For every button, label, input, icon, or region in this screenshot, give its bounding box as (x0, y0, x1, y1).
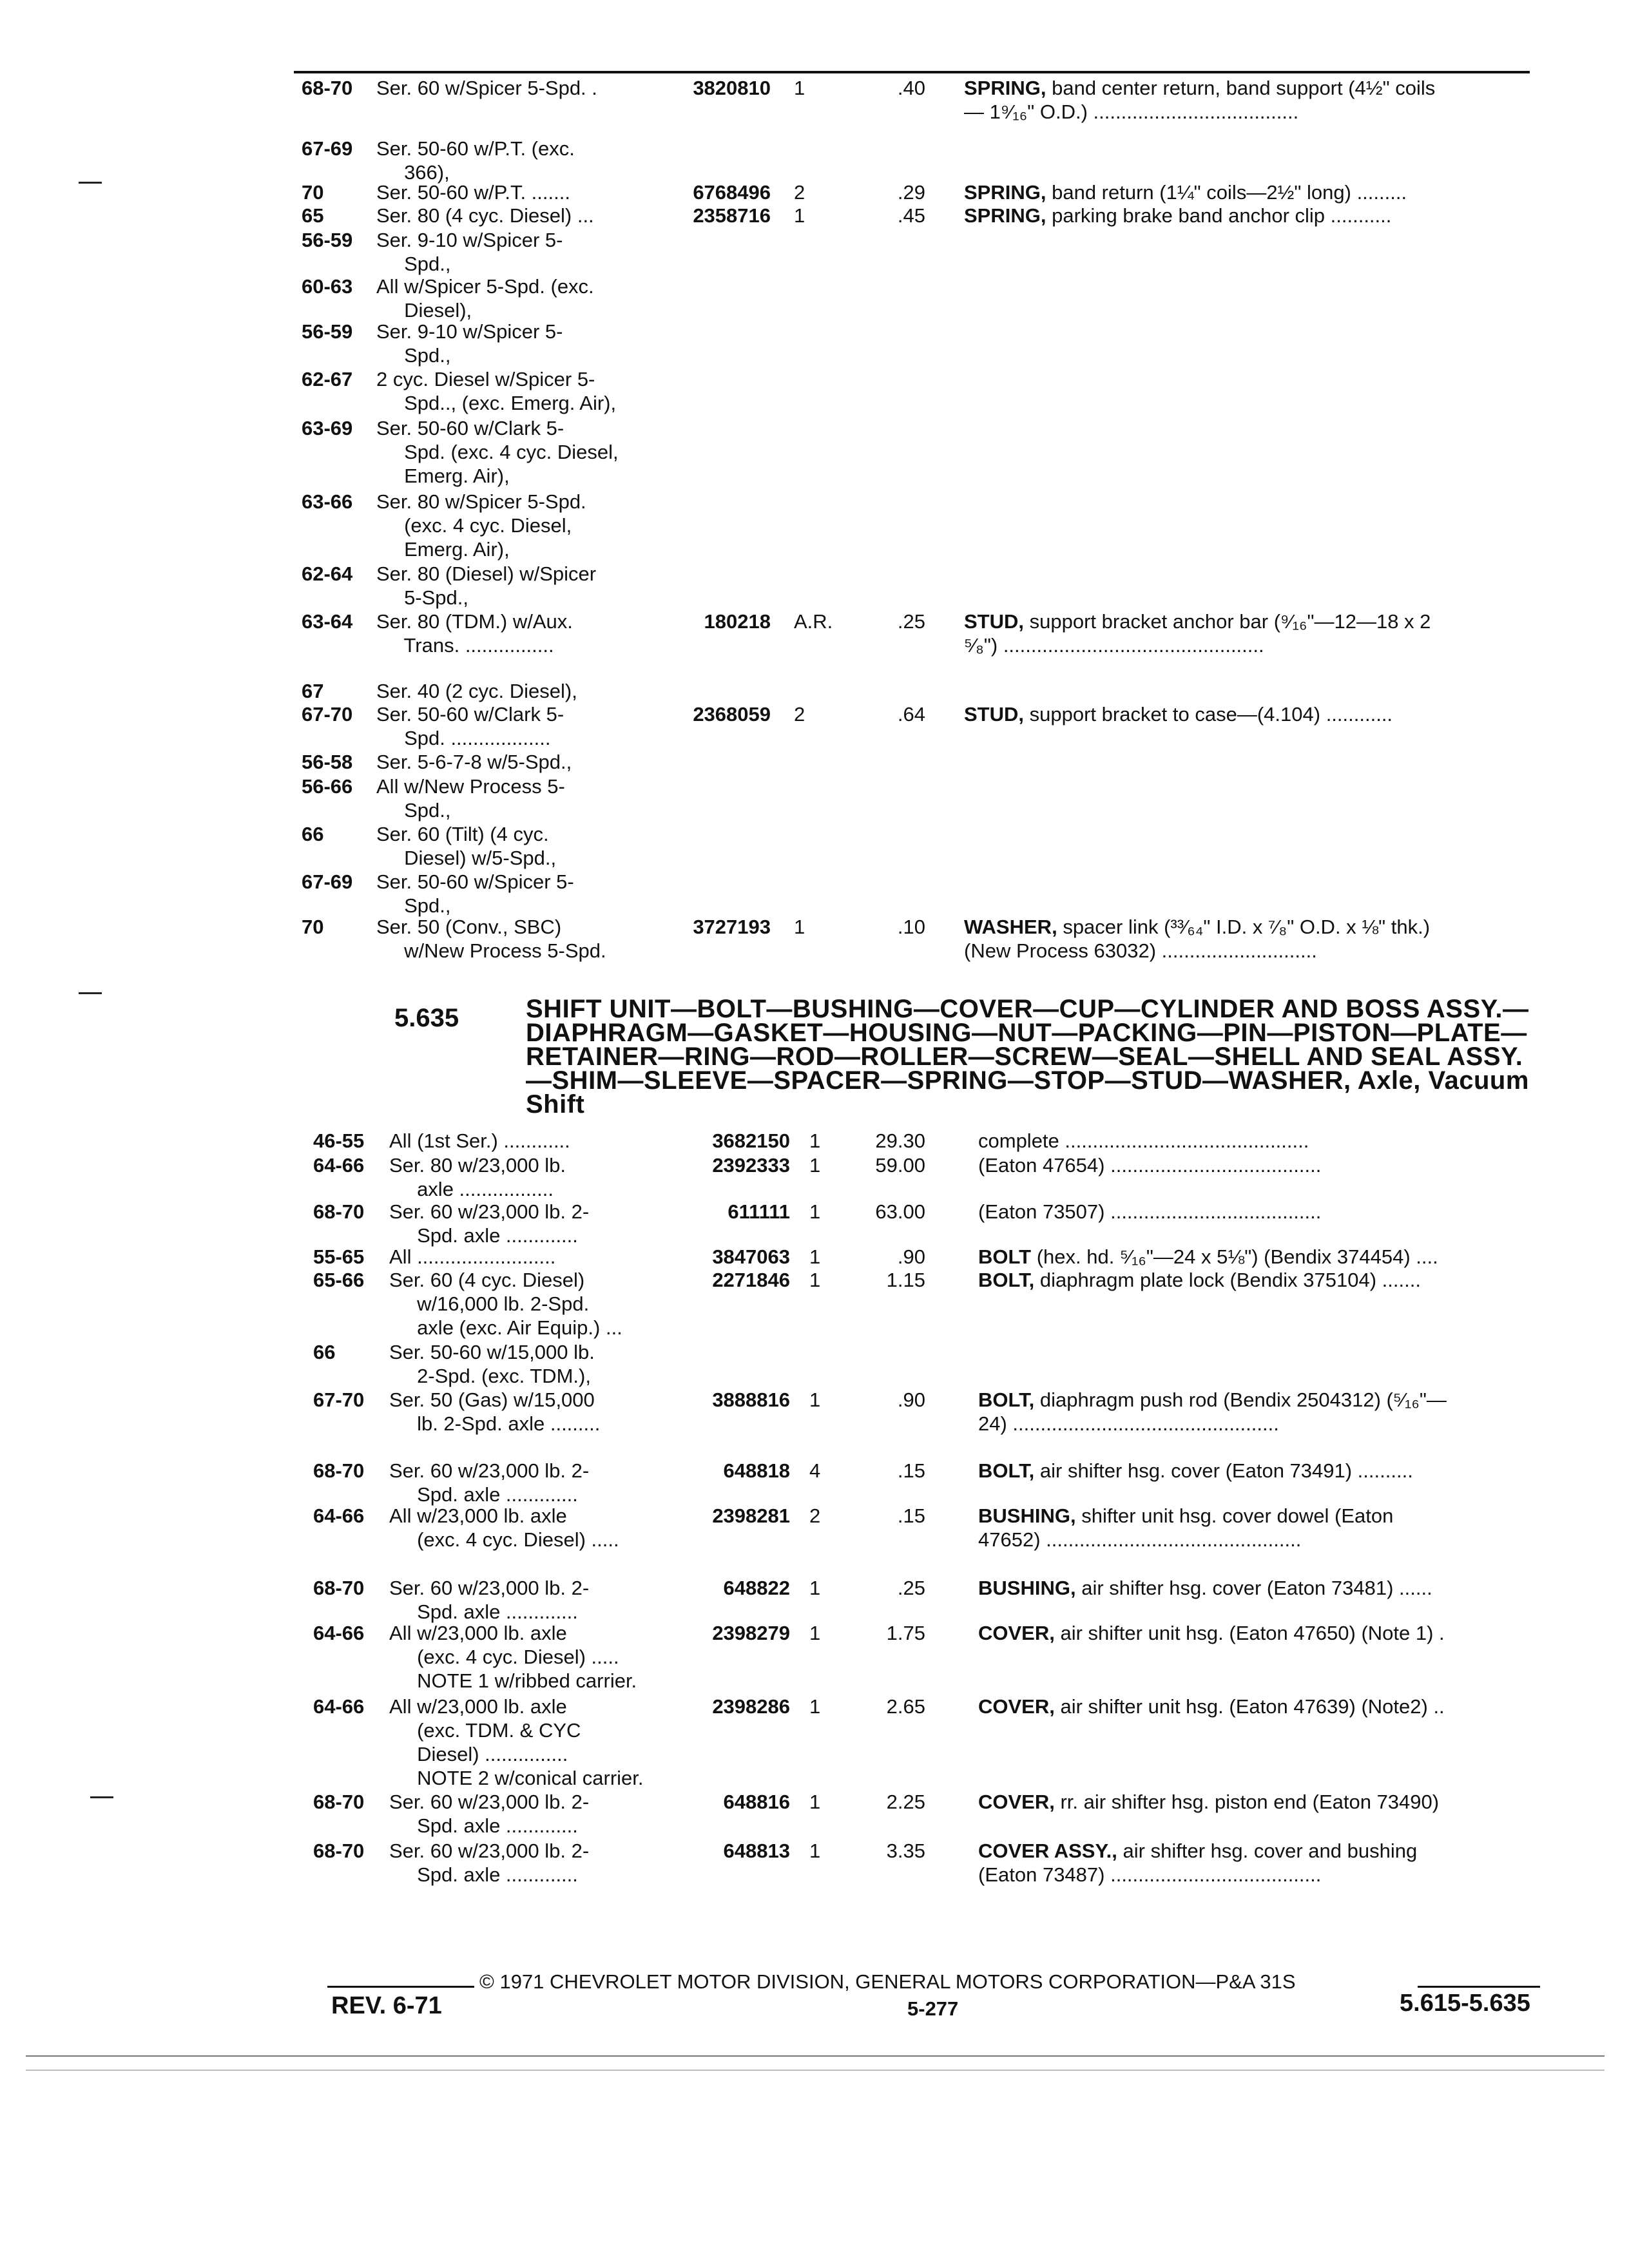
part-number: 2271846 (712, 1269, 790, 1291)
price: 2.65 (886, 1695, 925, 1718)
part-number: 2392333 (712, 1154, 790, 1177)
quantity: 1 (809, 1577, 821, 1599)
application: Ser. 50-60 w/Clark 5- Spd. .................. (376, 703, 564, 749)
application: Ser. 60 w/23,000 lb. 2- Spd. axle ............. (389, 1791, 590, 1837)
part-description (978, 1388, 1447, 1436)
part-name: BOLT (978, 1245, 1032, 1268)
part-detail: complete ............................................ (978, 1129, 1309, 1152)
year-range: 70 (302, 916, 324, 938)
application: All ......................... (389, 1245, 556, 1268)
year-range: 68-70 (313, 1200, 365, 1223)
year-range: 65-66 (313, 1269, 365, 1291)
part-name: SPRING, (964, 181, 1046, 204)
part-number: 648813 (723, 1840, 790, 1862)
quantity: 1 (809, 1622, 821, 1644)
application: Ser. 80 w/23,000 lb. axle ................. (389, 1154, 566, 1200)
part-detail: air shifter hsg. cover (Eaton 73491) .......... (1039, 1459, 1413, 1482)
application: All w/Spicer 5-Spd. (exc. Diesel), (376, 275, 594, 322)
quantity: 4 (809, 1459, 821, 1482)
application: 2 cyc. Diesel w/Spicer 5- Spd.., (exc. Emerg. Air), (376, 368, 617, 414)
application: Ser. 50-60 w/P.T. (exc. 366), (376, 137, 575, 184)
year-range: 63-69 (302, 417, 353, 439)
quantity: 1 (809, 1389, 821, 1411)
margin-mark (79, 992, 102, 994)
year-range: 64-66 (313, 1504, 365, 1527)
application: Ser. 50-60 w/Clark 5- Spd. (exc. 4 cyc. Diesel, Emerg. Air), (376, 417, 619, 487)
year-range: 55-65 (313, 1245, 365, 1268)
part-name: BOLT, (978, 1389, 1035, 1411)
price: 1.75 (886, 1622, 925, 1644)
price: .15 (897, 1459, 925, 1482)
part-number: 648816 (723, 1791, 790, 1813)
application: Ser. 60 w/23,000 lb. 2- Spd. axle ............. (389, 1459, 590, 1506)
year-range: 56-66 (302, 775, 353, 798)
year-range: 62-67 (302, 368, 353, 390)
part-detail: air shifter hsg. cover and bushing (Eaton 73487) ...................................... (978, 1840, 1418, 1886)
part-detail: (Eaton 47654) ...................................... (978, 1154, 1322, 1177)
price: .90 (897, 1245, 925, 1268)
year-range: 64-66 (313, 1622, 365, 1644)
application: Ser. 80 (4 cyc. Diesel) ... (376, 204, 594, 227)
application: Ser. 50 (Gas) w/15,000 lb. 2-Spd. axle ......... (389, 1389, 601, 1435)
footer-rule-right (1418, 1986, 1540, 1988)
part-detail: parking brake band anchor clip ........... (1052, 204, 1392, 227)
quantity: 1 (809, 1129, 821, 1152)
part-name: COVER, (978, 1695, 1055, 1718)
part-detail: band center return, band support (4½" coils — 1⁹⁄₁₆" O.D.) ..................................... (964, 77, 1436, 123)
year-range: 67 (302, 680, 324, 702)
part-name: BOLT, (978, 1269, 1035, 1291)
application: Ser. 5-6-7-8 w/5-Spd., (376, 751, 572, 773)
part-number: 3727193 (693, 916, 771, 938)
application: Ser. 60 w/Spicer 5-Spd. . (376, 77, 597, 99)
part-description (978, 1129, 1309, 1153)
quantity: 2 (794, 181, 805, 204)
quantity: 1 (794, 77, 805, 99)
part-number: 2398286 (712, 1695, 790, 1718)
part-name: BUSHING, (978, 1577, 1076, 1599)
part-number: 648822 (723, 1577, 790, 1599)
part-number: 3682150 (712, 1129, 790, 1152)
quantity: 1 (794, 916, 805, 938)
application: Ser. 50-60 w/15,000 lb. 2-Spd. (exc. TDM.), (389, 1341, 595, 1387)
price: 63.00 (875, 1200, 925, 1223)
year-range: 67-69 (302, 137, 353, 160)
year-range: 67-69 (302, 870, 353, 893)
margin-mark (90, 1796, 113, 1798)
price: 59.00 (875, 1154, 925, 1177)
quantity: 1 (809, 1154, 821, 1177)
part-detail: diaphragm plate lock (Bendix 375104) ....... (1039, 1269, 1421, 1291)
part-detail: air shifter unit hsg. (Eaton 47650) (Note 1) . (1060, 1622, 1445, 1644)
price: .15 (897, 1504, 925, 1527)
part-description (978, 1621, 1445, 1645)
part-name: SPRING, (964, 204, 1046, 227)
margin-mark (79, 182, 102, 184)
year-range: 56-59 (302, 320, 353, 343)
part-description (978, 1695, 1445, 1718)
year-range: 56-59 (302, 229, 353, 251)
part-number: 6768496 (693, 181, 771, 204)
part-name: COVER ASSY., (978, 1840, 1117, 1862)
section-title: SHIFT UNIT—BOLT—BUSHING—COVER—CUP—CYLINDER AND BOSS ASSY.—DIAPHRAGM—GASKET—HOUSING—NUT—PACKING—PIN—PISTON—PLATE—RETAINER—RING—ROD—ROLLER—SCREW—SEAL—SHELL AND SEAL ASSY.—SHIM—SLEEVE—SPACER—SPRING—STOP—STUD—WASHER, Axle, Vacuum Shift (526, 995, 1529, 1119)
part-name: BOLT, (978, 1459, 1035, 1482)
part-detail: rr. air shifter hsg. piston end (Eaton 73490) (1060, 1791, 1440, 1813)
part-number: 3888816 (712, 1389, 790, 1411)
quantity: 1 (809, 1269, 821, 1291)
part-detail: support bracket anchor bar (⁹⁄₁₆"—12—18 x 2 ⁵⁄₈") ............................................... (964, 610, 1431, 657)
part-description (978, 1268, 1421, 1292)
price: 1.15 (886, 1269, 925, 1291)
part-detail: spacer link (³³⁄₆₄" I.D. x ⁷⁄₈" O.D. x ⅛" thk.) (New Process 63032) ............................ (964, 916, 1431, 962)
part-name: WASHER, (964, 916, 1057, 938)
year-range: 66 (302, 823, 324, 845)
application: Ser. 40 (2 cyc. Diesel), (376, 680, 577, 702)
part-description (978, 1504, 1393, 1552)
part-description (978, 1790, 1439, 1814)
year-range: 70 (302, 181, 324, 204)
application: Ser. 50 (Conv., SBC) w/New Process 5-Spd. (376, 916, 606, 962)
application: Ser. 50-60 w/Spicer 5- Spd., (376, 870, 574, 917)
application: Ser. 80 w/Spicer 5-Spd. (exc. 4 cyc. Diesel, Emerg. Air), (376, 490, 586, 561)
year-range: 64-66 (313, 1154, 365, 1177)
part-description (978, 1245, 1438, 1269)
copyright-line: © 1971 CHEVROLET MOTOR DIVISION, GENERAL MOTORS CORPORATION—P&A 31S (479, 1970, 1296, 1993)
application: All (1st Ser.) ............ (389, 1129, 570, 1152)
section-number: 5.635 (394, 1004, 459, 1032)
part-number: 2358716 (693, 204, 771, 227)
part-description (964, 180, 1407, 204)
year-range: 65 (302, 204, 324, 227)
application: Ser. 60 w/23,000 lb. 2- Spd. axle ............. (389, 1840, 590, 1886)
part-number: 2398281 (712, 1504, 790, 1527)
application: Ser. 80 (Diesel) w/Spicer 5-Spd., (376, 562, 597, 609)
price: 29.30 (875, 1129, 925, 1152)
part-name: STUD, (964, 703, 1024, 726)
application: Ser. 60 (4 cyc. Diesel) w/16,000 lb. 2-Spd. axle (exc. Air Equip.) ... (389, 1269, 622, 1339)
application: Ser. 60 (Tilt) (4 cyc. Diesel) w/5-Spd., (376, 823, 557, 869)
price: .45 (897, 204, 925, 227)
part-name: BUSHING, (978, 1504, 1076, 1527)
year-range: 67-70 (302, 703, 353, 726)
price: .90 (897, 1389, 925, 1411)
part-description (964, 915, 1430, 963)
part-detail: band return (1¼" coils—2½" long) ......... (1052, 181, 1407, 204)
year-range: 63-66 (302, 490, 353, 513)
part-number: 3847063 (712, 1245, 790, 1268)
price: .64 (897, 703, 925, 726)
part-detail: support bracket to case—(4.104) ............ (1029, 703, 1393, 726)
application: Ser. 50-60 w/P.T. ....... (376, 181, 570, 204)
year-range: 68-70 (313, 1459, 365, 1482)
price: .25 (897, 610, 925, 633)
bottom-rule (26, 2055, 1605, 2057)
quantity: 1 (794, 204, 805, 227)
part-detail: diaphragm push rod (Bendix 2504312) (⁵⁄₁₆"— 24) ................................................ (978, 1389, 1447, 1435)
application: All w/23,000 lb. axle (exc. 4 cyc. Diesel) ..... (389, 1504, 619, 1551)
part-number: 2368059 (693, 703, 771, 726)
price: .10 (897, 916, 925, 938)
price: .29 (897, 181, 925, 204)
year-range: 46-55 (313, 1129, 365, 1152)
revision-label: REV. 6-71 (331, 1992, 442, 2019)
part-description (964, 702, 1393, 726)
part-description (964, 204, 1391, 227)
quantity: 1 (809, 1245, 821, 1268)
year-range: 68-70 (313, 1791, 365, 1813)
footer-rule-left (327, 1986, 474, 1988)
part-number: 2398279 (712, 1622, 790, 1644)
quantity: 1 (809, 1791, 821, 1813)
application: All w/23,000 lb. axle (exc. TDM. & CYC Diesel) ............... NOTE 2 w/conical carrier. (389, 1695, 644, 1789)
year-range: 68-70 (313, 1840, 365, 1862)
application: Ser. 60 w/23,000 lb. 2- Spd. axle ............. (389, 1200, 590, 1247)
part-number: 611111 (728, 1200, 790, 1223)
application: Ser. 60 w/23,000 lb. 2- Spd. axle ............. (389, 1577, 590, 1623)
year-range: 64-66 (313, 1695, 365, 1718)
part-number: 180218 (704, 610, 771, 633)
year-range: 66 (313, 1341, 336, 1363)
part-description (978, 1839, 1417, 1887)
part-number: 3820810 (693, 77, 771, 99)
quantity: A.R. (794, 610, 833, 633)
application: Ser. 9-10 w/Spicer 5- Spd., (376, 320, 563, 367)
top-rule (294, 71, 1530, 73)
quantity: 1 (809, 1200, 821, 1223)
part-detail: shifter unit hsg. cover dowel (Eaton 47652) .............................................. (978, 1504, 1394, 1551)
quantity: 2 (794, 703, 805, 726)
part-name: STUD, (964, 610, 1024, 633)
part-description (964, 76, 1435, 124)
bottom-rule-shadow (26, 2070, 1605, 2071)
price: 3.35 (886, 1840, 925, 1862)
year-range: 56-58 (302, 751, 353, 773)
part-detail: (Eaton 73507) ...................................... (978, 1200, 1322, 1223)
price: .40 (897, 77, 925, 99)
part-description (978, 1153, 1321, 1177)
year-range: 67-70 (313, 1389, 365, 1411)
part-name: SPRING, (964, 77, 1046, 99)
application: All w/23,000 lb. axle (exc. 4 cyc. Diesel) ..... NOTE 1 w/ribbed carrier. (389, 1622, 637, 1692)
year-range: 68-70 (313, 1577, 365, 1599)
part-name: COVER, (978, 1622, 1055, 1644)
page-number: 5-277 (907, 1997, 959, 2020)
part-description (978, 1459, 1413, 1483)
part-detail: air shifter unit hsg. (Eaton 47639) (Note2) .. (1060, 1695, 1445, 1718)
price: 2.25 (886, 1791, 925, 1813)
year-range: 68-70 (302, 77, 353, 99)
year-range: 63-64 (302, 610, 353, 633)
quantity: 1 (809, 1695, 821, 1718)
part-description (978, 1576, 1432, 1600)
part-detail: air shifter hsg. cover (Eaton 73481) ...... (1081, 1577, 1432, 1599)
application: Ser. 9-10 w/Spicer 5- Spd., (376, 229, 563, 275)
year-range: 62-64 (302, 562, 353, 585)
application: Ser. 80 (TDM.) w/Aux. Trans. ................ (376, 610, 573, 657)
section-range: 5.615-5.635 (1400, 1990, 1530, 2017)
quantity: 2 (809, 1504, 821, 1527)
application: All w/New Process 5- Spd., (376, 775, 565, 822)
part-description (964, 610, 1431, 657)
part-name: COVER, (978, 1791, 1055, 1813)
part-description (978, 1200, 1321, 1224)
part-detail: (hex. hd. ⁵⁄₁₆"—24 x 5⅛") (Bendix 374454) .... (1036, 1245, 1438, 1268)
price: .25 (897, 1577, 925, 1599)
year-range: 60-63 (302, 275, 353, 298)
part-number: 648818 (723, 1459, 790, 1482)
quantity: 1 (809, 1840, 821, 1862)
